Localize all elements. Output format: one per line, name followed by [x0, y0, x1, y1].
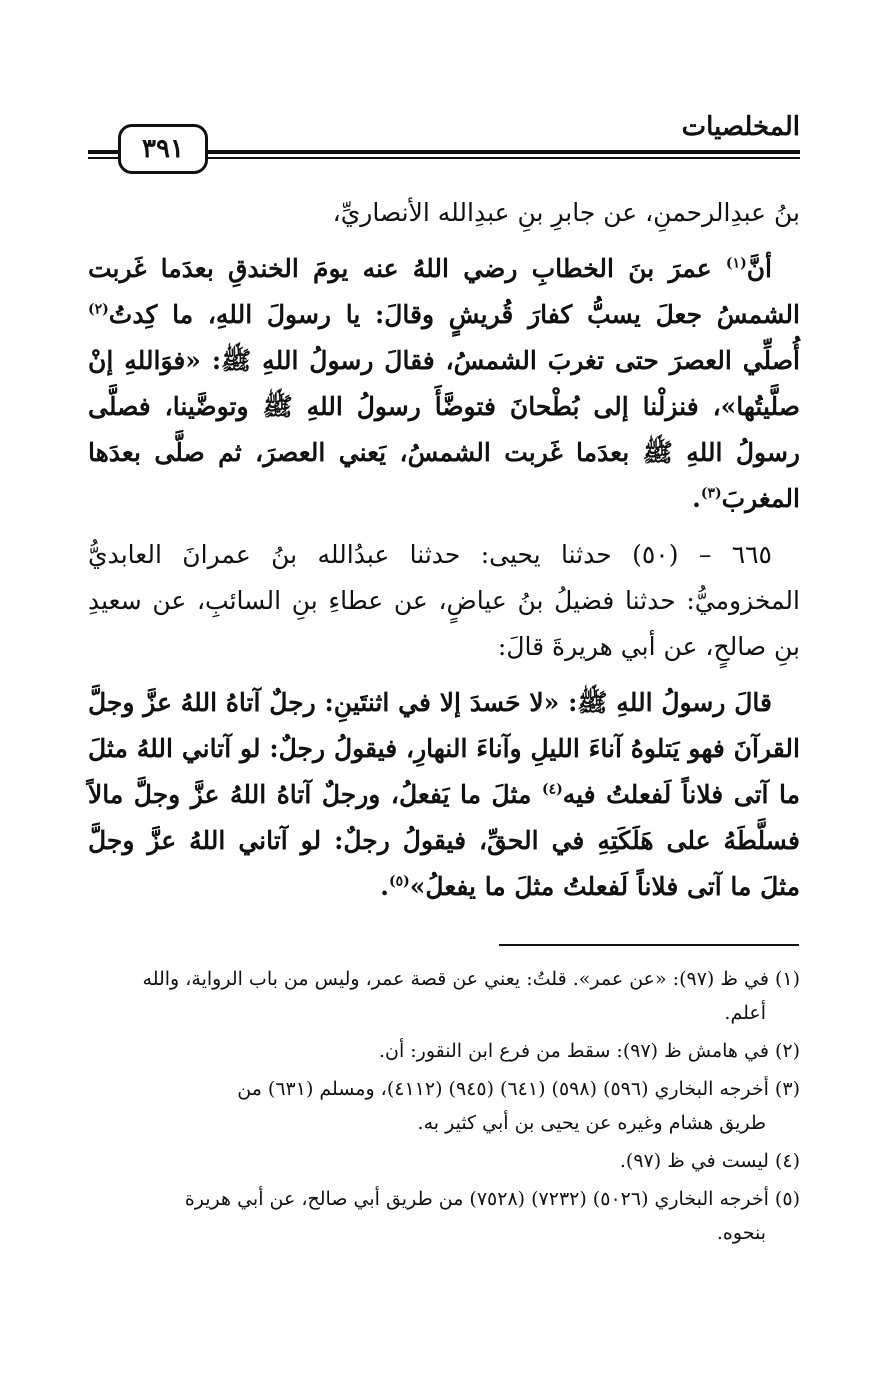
footnote-separator — [499, 944, 799, 946]
p4-text: قالَ رسولُ اللهِ ﷺ: «لا حَسدَ إلا في اثنتَينِ: رجلٌ آتاهُ اللهُ عزَّ وجلَّ القرآنَ فهو يَتلوهُ آناءَ الليلِ وآناءَ النهارِ، فيقولُ رجلٌ: لو آتاني اللهُ مثلَ ما آتى فلاناً لَفعلتُ فيه — [88, 688, 800, 809]
footnote-text: (٢) في هامش ظ (٩٧): سقط من فرع ابن النقور: أن. — [378, 1040, 800, 1062]
header-rule — [208, 150, 800, 154]
paragraph-2 — [88, 246, 800, 522]
header-rule-left-thin — [88, 157, 120, 159]
running-title: المخلصيات — [681, 112, 800, 142]
footnote-4 — [88, 1144, 800, 1178]
page-number: ٣٩١ — [118, 124, 208, 174]
p2-text-cont: أُصلِّي العصرَ حتى تغربَ الشمسُ، فقالَ رسولُ اللهِ ﷺ: «فوَاللهِ إنْ صلَّيتُها»، فنزلْنا إلى بُطْحانَ فتوضَّأَ رسولُ اللهِ ﷺ وتوضَّينا، فصلَّى رسولُ اللهِ ﷺ بعدَما غَربت الشمسُ، يَعني العصرَ، ثم صلَّى بعدَها المغربَ — [88, 346, 800, 513]
header-rule-thin — [208, 157, 800, 159]
footnote-ref-4[interactable]: (٤) — [541, 781, 563, 798]
footnote-3 — [88, 1072, 800, 1140]
footnote-2 — [88, 1034, 800, 1068]
p2-end: . — [692, 484, 701, 513]
paragraph-1: بنُ عبدِالرحمنِ، عن جابرِ بنِ عبدِالله الأنصاريِّ، — [332, 198, 800, 227]
footnote-ref-1[interactable]: (١) — [725, 255, 747, 272]
footnotes — [88, 962, 800, 1254]
paragraph-4 — [88, 680, 800, 910]
footnote-text: (٣) أخرجه البخاري (٥٩٦) (٥٩٨) (٦٤١) (٩٤٥) (٤١١٢)، ومسلم (٦٣١) من — [237, 1078, 800, 1100]
p2-start: أنَّ — [746, 254, 772, 283]
page-header — [88, 110, 800, 170]
p4-text-cont: مثلَ ما يَفعلُ، ورجلٌ آتاهُ اللهُ عزَّ وجلَّ مالاً فسلَّطَهُ على هَلَكَتِهِ في الحقِّ، فيقولُ رجلٌ: لو آتاني اللهُ عزَّ وجلَّ مثلَ ما آتى فلاناً لَفعلتُ مثلَ ما يفعلُ» — [88, 780, 800, 901]
main-text — [88, 190, 800, 920]
footnote-ref-2[interactable]: (٢) — [88, 301, 109, 318]
footnote-continuation: بنحوه. — [716, 1222, 766, 1244]
p4-end: . — [380, 872, 389, 901]
footnote-1 — [88, 962, 800, 1030]
header-rule-left — [88, 150, 120, 154]
footnote-text: (١) في ظ (٩٧): «عن عمر». قلتُ: يعني عن قصة عمر، وليس من باب الرواية، والله — [142, 968, 800, 990]
paragraph-3-hadith-665: ٦٦٥ – (٥٠) حدثنا يحيى: حدثنا عبدُالله بنُ عمرانَ العابديُّ المخزوميُّ: حدثنا فضيلُ بنُ عياضٍ، عن عطاءِ بنِ السائبِ، عن سعيدِ بنِ صالحٍ، عن أبي هريرةَ قالَ: — [88, 540, 800, 661]
footnote-ref-3[interactable]: (٣) — [700, 485, 722, 502]
p2-text: عمرَ بنَ الخطابِ رضي اللهُ عنه يومَ الخندقِ بعدَما غَربت الشمسُ جعلَ يسبُّ كفارَ قُريشٍ وقالَ: يا رسولَ اللهِ، ما كِدتُ — [88, 254, 800, 329]
footnote-continuation: طريق هشام وغيره عن يحيى بن أبي كثير به. — [417, 1112, 766, 1134]
footnote-5 — [88, 1182, 800, 1250]
footnote-ref-5[interactable]: (٥) — [388, 873, 410, 890]
footnote-text: (٥) أخرجه البخاري (٥٠٢٦) (٧٢٣٢) (٧٥٢٨) من طريق أبي صالح، عن أبي هريرة — [184, 1188, 800, 1210]
footnote-text: (٤) ليست في ظ (٩٧). — [619, 1150, 800, 1172]
footnote-continuation: أعلم. — [724, 1002, 766, 1024]
